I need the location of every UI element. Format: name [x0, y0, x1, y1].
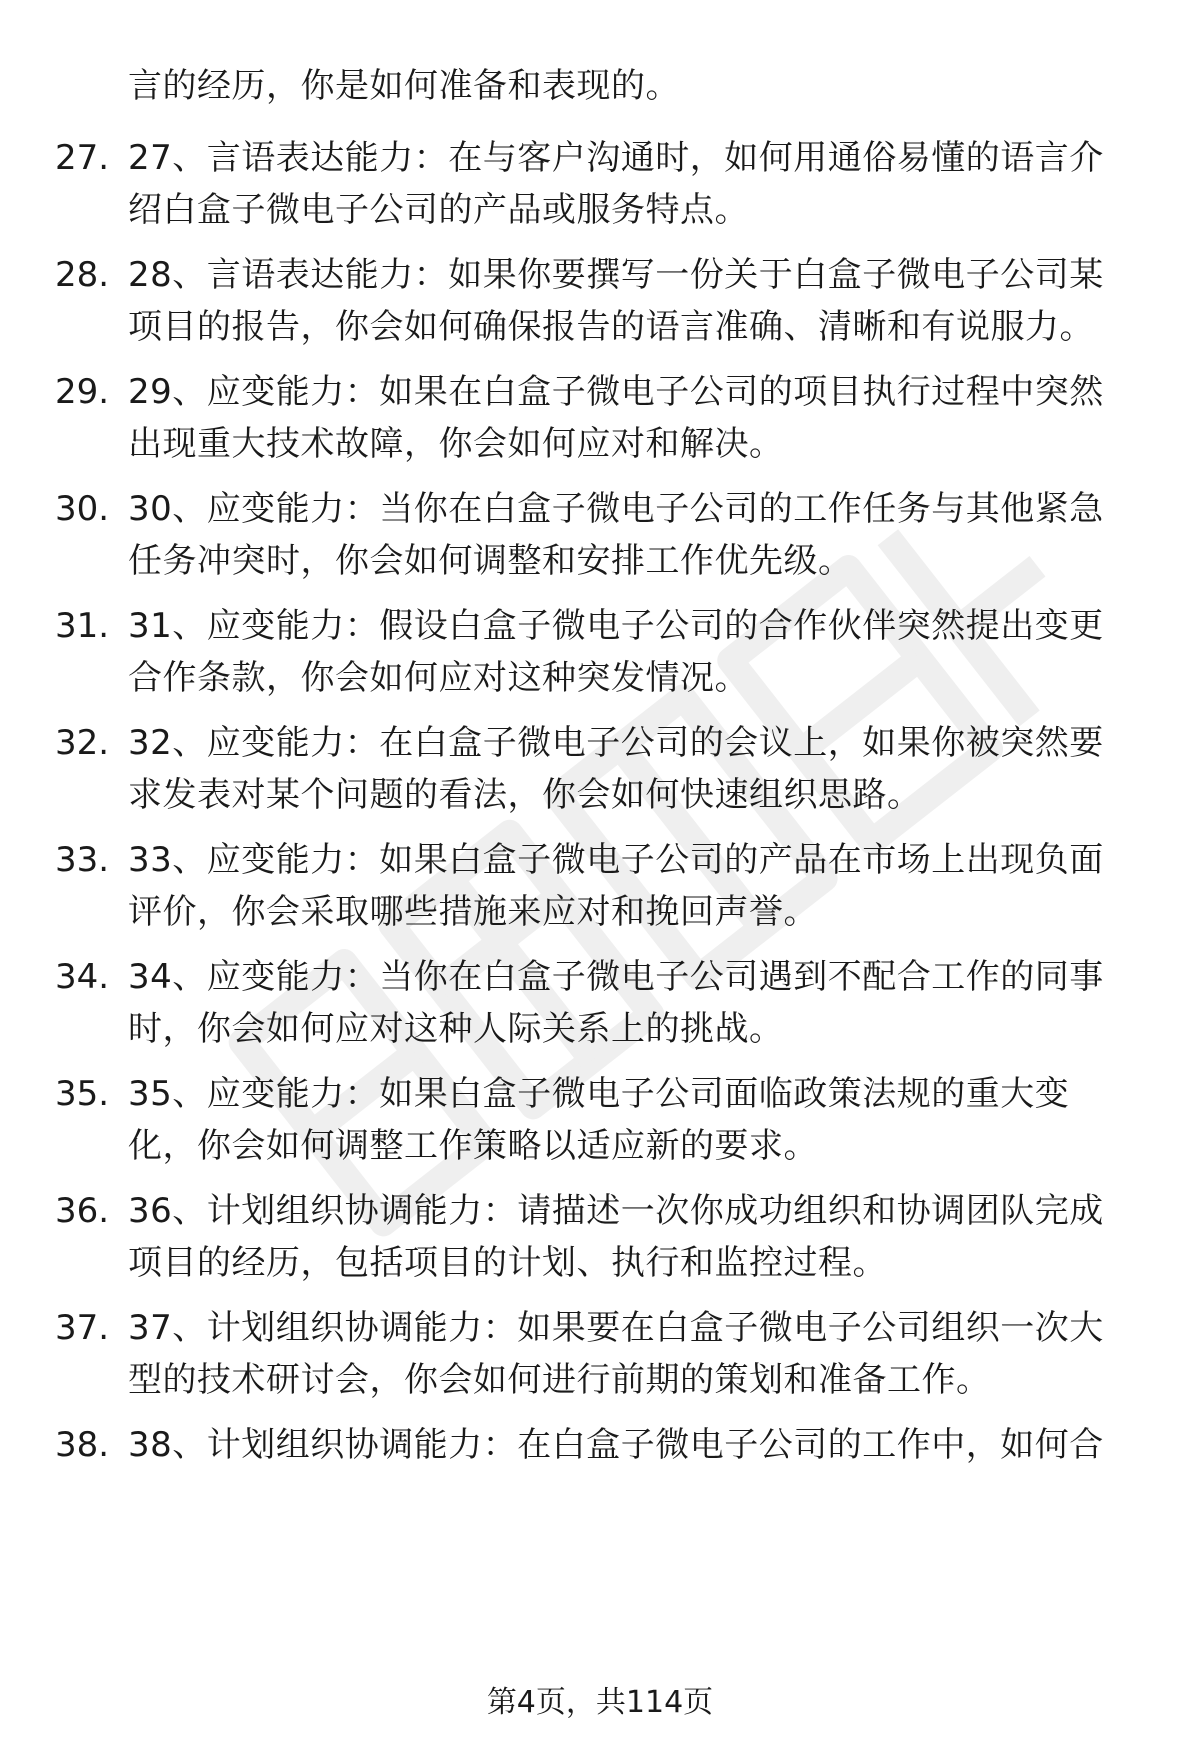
question-line: 项目的经历，包括项目的计划、执行和监控过程。 — [128, 1243, 887, 1283]
question-line: 时，你会如何应对这种人际关系上的挑战。 — [128, 1009, 784, 1049]
question-line: 出现重大技术故障，你会如何应对和解决。 — [128, 424, 784, 464]
question-number: 30. — [55, 489, 110, 529]
question-line: 37、计划组织协调能力：如果要在白盒子微电子公司组织一次大 — [128, 1308, 1104, 1348]
question-text — [128, 834, 1158, 938]
question-line: 29、应变能力：如果在白盒子微电子公司的项目执行过程中突然 — [128, 372, 1104, 412]
question-number: 33. — [55, 840, 110, 880]
question-text — [128, 600, 1158, 704]
question-text — [128, 951, 1158, 1055]
question-line: 35、应变能力：如果白盒子微电子公司面临政策法规的重大变 — [128, 1074, 1070, 1114]
question-text — [128, 1419, 1158, 1471]
question-line: 型的技术研讨会，你会如何进行前期的策划和准备工作。 — [128, 1360, 991, 1400]
page-footer: 第4页，共114页 — [486, 1685, 714, 1720]
question-text — [128, 717, 1158, 821]
question-text — [128, 132, 1158, 236]
question-line: 32、应变能力：在白盒子微电子公司的会议上，如果你被突然要 — [128, 723, 1104, 763]
question-line: 34、应变能力：当你在白盒子微电子公司遇到不配合工作的同事 — [128, 957, 1104, 997]
question-text — [128, 1068, 1158, 1172]
question-line: 求发表对某个问题的看法，你会如何快速组织思路。 — [128, 775, 922, 815]
question-text — [128, 483, 1158, 587]
question-line: 绍白盒子微电子公司的产品或服务特点。 — [128, 190, 749, 230]
question-line: 评价，你会采取哪些措施来应对和挽回声誉。 — [128, 892, 818, 932]
question-line: 27、言语表达能力：在与客户沟通时，如何用通俗易懂的语言介 — [128, 138, 1104, 178]
question-line: 化，你会如何调整工作策略以适应新的要求。 — [128, 1126, 818, 1166]
question-text — [128, 1302, 1158, 1406]
question-text — [128, 366, 1158, 470]
question-line: 31、应变能力：假设白盒子微电子公司的合作伙伴突然提出变更 — [128, 606, 1104, 646]
question-number: 32. — [55, 723, 110, 763]
question-number: 36. — [55, 1191, 110, 1231]
question-number: 31. — [55, 606, 110, 646]
question-line: 合作条款，你会如何应对这种突发情况。 — [128, 658, 749, 698]
question-number: 28. — [55, 255, 110, 295]
question-number: 38. — [55, 1425, 110, 1465]
question-line: 33、应变能力：如果白盒子微电子公司的产品在市场上出现负面 — [128, 840, 1104, 880]
question-line: 30、应变能力：当你在白盒子微电子公司的工作任务与其他紧急 — [128, 489, 1104, 529]
question-line: 28、言语表达能力：如果你要撰写一份关于白盒子微电子公司某 — [128, 255, 1104, 295]
question-number: 27. — [55, 138, 110, 178]
continuation-text: 言的经历，你是如何准备和表现的。 — [128, 66, 680, 106]
question-line: 36、计划组织协调能力：请描述一次你成功组织和协调团队完成 — [128, 1191, 1104, 1231]
question-line: 任务冲突时，你会如何调整和安排工作优先级。 — [128, 541, 853, 581]
question-line: 38、计划组织协调能力：在白盒子微电子公司的工作中，如何合 — [128, 1425, 1104, 1465]
question-number: 34. — [55, 957, 110, 997]
question-number: 35. — [55, 1074, 110, 1114]
question-number: 37. — [55, 1308, 110, 1348]
question-text — [128, 249, 1158, 353]
question-number: 29. — [55, 372, 110, 412]
question-line: 项目的报告，你会如何确保报告的语言准确、清晰和有说服力。 — [128, 307, 1094, 347]
question-text — [128, 1185, 1158, 1289]
